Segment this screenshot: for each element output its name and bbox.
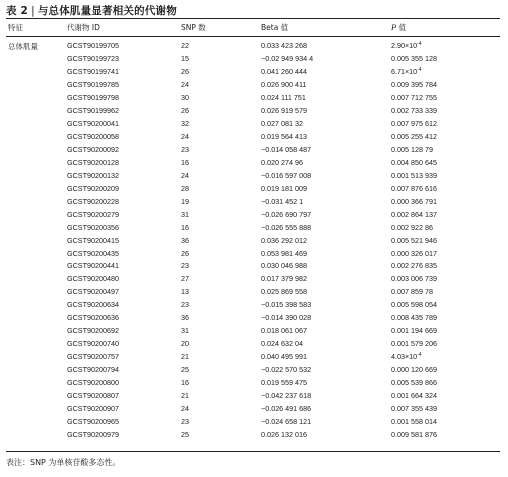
snp-count-cell: 24 [181, 170, 189, 180]
beta-cell: 0.019 564 413 [261, 131, 307, 141]
p-value-cell [391, 249, 437, 258]
snp-count-cell: 13 [181, 287, 189, 297]
beta-cell: 0.027 081 32 [261, 118, 303, 128]
snp-count-cell: 21 [181, 391, 189, 401]
p-value-cell [391, 171, 437, 180]
snp-count-cell: 23 [181, 300, 189, 310]
beta-cell: 0.019 181 009 [261, 183, 307, 193]
table-row [0, 132, 508, 145]
metabolite-id-cell: GCST90200497 [67, 287, 119, 297]
p-value-text: 0.002 276 835 [391, 261, 437, 271]
beta-cell: −0.016 597 008 [261, 170, 312, 180]
beta-cell: −0.015 398 583 [261, 300, 312, 310]
p-value-text: 0.005 355 128 [391, 53, 437, 63]
table-row [0, 197, 508, 210]
table-row [0, 106, 508, 119]
table-row [0, 261, 508, 274]
p-value-cell [391, 132, 437, 141]
header-beta: Beta 值 [261, 23, 289, 32]
p-value-cell [391, 391, 437, 400]
header-snp-count: SNP 数 [181, 23, 206, 32]
beta-cell: 0.026 132 016 [261, 430, 307, 440]
snp-count-cell: 30 [181, 92, 189, 102]
beta-cell: −0.022 570 532 [261, 365, 312, 375]
metabolite-id-cell: GCST90200480 [67, 274, 119, 284]
table-number: 表 2 [6, 5, 29, 17]
p-suffix: 值 [396, 23, 407, 32]
snp-count-cell: 36 [181, 313, 189, 323]
metabolite-id-cell: GCST90200692 [67, 326, 119, 336]
table-row [0, 339, 508, 352]
metabolite-id-cell: GCST90200757 [67, 352, 119, 362]
table-row [0, 54, 508, 67]
metabolite-id-cell: GCST90199962 [67, 105, 119, 115]
snp-count-cell: 24 [181, 79, 189, 89]
header-feature: 特征 [8, 23, 23, 32]
p-value-cell [391, 378, 437, 387]
beta-cell: 0.024 111 751 [261, 92, 306, 102]
snp-count-cell: 24 [181, 404, 189, 414]
p-value-text: 0.005 255 412 [391, 131, 437, 141]
p-value-cell [391, 80, 437, 89]
p-value-cell [391, 210, 437, 219]
p-value-exponent: -4 [417, 41, 422, 47]
metabolite-id-cell: GCST90200415 [67, 235, 119, 245]
table-row [0, 352, 508, 365]
beta-cell: 0.020 274 96 [261, 157, 303, 167]
p-value-text: 0.003 006 739 [391, 274, 437, 284]
p-value-cell [391, 41, 422, 50]
metabolite-id-cell: GCST90199798 [67, 92, 119, 102]
p-value-text: 0.000 366 791 [391, 196, 437, 206]
snp-count-cell: 15 [181, 53, 189, 63]
p-value-text: 0.007 355 439 [391, 404, 437, 414]
table-row [0, 119, 508, 132]
p-value-cell [391, 404, 437, 413]
p-value-text: 0.009 395 784 [391, 79, 437, 89]
metabolite-id-cell: GCST90200807 [67, 391, 119, 401]
snp-count-cell: 25 [181, 430, 189, 440]
p-value-cell [391, 119, 437, 128]
beta-cell: −0.026 555 888 [261, 222, 312, 232]
snp-count-cell: 27 [181, 274, 189, 284]
snp-count-cell: 23 [181, 417, 189, 427]
table-row [0, 80, 508, 93]
metabolite-id-cell: GCST90200058 [67, 131, 119, 141]
table-row [0, 430, 508, 443]
p-value-text: 0.005 539 866 [391, 378, 437, 388]
beta-cell: 0.026 919 579 [261, 105, 307, 115]
p-value-cell [391, 274, 437, 283]
beta-cell: −0.031 452 1 [261, 196, 304, 206]
top-rule [6, 18, 500, 19]
snp-count-cell: 26 [181, 248, 189, 258]
snp-count-cell: 26 [181, 66, 189, 76]
beta-cell: 0.018 061 067 [261, 326, 307, 336]
metabolite-id-cell: GCST90200228 [67, 196, 119, 206]
beta-cell: −0.014 390 028 [261, 313, 312, 323]
table-row [0, 404, 508, 417]
table-row [0, 223, 508, 236]
table-row [0, 249, 508, 262]
p-value-exponent: -4 [417, 352, 422, 359]
p-value-cell [391, 236, 437, 245]
p-value-text: 0.004 850 645 [391, 157, 437, 167]
p-value-cell [391, 430, 437, 439]
p-value-text: 6.71×10 [391, 66, 418, 76]
beta-cell: 0.036 292 012 [261, 235, 307, 245]
table-row [0, 365, 508, 378]
beta-cell: 0.030 046 988 [261, 261, 307, 271]
snp-count-cell: 21 [181, 352, 189, 362]
feature-group-label: 总体肌量 [8, 42, 38, 51]
p-value-text: 0.005 598 054 [391, 300, 437, 310]
snp-count-cell: 24 [181, 131, 189, 141]
metabolite-id-cell: GCST90200907 [67, 404, 119, 414]
p-value-cell [391, 184, 437, 193]
p-value-cell [391, 326, 437, 335]
snp-count-cell: 23 [181, 261, 189, 271]
p-value-cell [391, 339, 437, 348]
p-value-cell [391, 287, 433, 296]
snp-count-cell: 20 [181, 339, 189, 349]
table-row [0, 184, 508, 197]
table-caption: 与总体肌量显著相关的代谢物 [37, 5, 177, 17]
table-body [0, 41, 508, 443]
metabolite-id-cell: GCST90200965 [67, 417, 119, 427]
metabolite-id-cell: GCST90200636 [67, 313, 119, 323]
beta-cell: −0.026 690 797 [261, 209, 312, 219]
metabolite-id-cell: GCST90200979 [67, 430, 119, 440]
metabolite-id-cell: GCST90200356 [67, 222, 119, 232]
table-row [0, 67, 508, 80]
table-row [0, 171, 508, 184]
beta-cell: 0.017 379 982 [261, 274, 307, 284]
p-value-cell [391, 93, 437, 102]
snp-count-cell: 22 [181, 41, 189, 50]
metabolite-id-cell: GCST90200128 [67, 157, 119, 167]
p-value-cell [391, 300, 437, 309]
p-value-cell [391, 145, 433, 154]
table-row [0, 236, 508, 249]
header-p-value [391, 22, 406, 33]
snp-count-cell: 31 [181, 209, 189, 219]
p-value-cell [391, 352, 422, 361]
beta-cell: 0.040 495 991 [261, 352, 307, 362]
table-row [0, 145, 508, 158]
snp-count-cell: 28 [181, 183, 189, 193]
beta-cell: −0.042 237 618 [261, 391, 312, 401]
snp-count-cell: 31 [181, 326, 189, 336]
table-row [0, 287, 508, 300]
p-value-text: 0.005 128 79 [391, 144, 433, 154]
header-rule [6, 36, 500, 37]
p-value-cell [391, 54, 437, 63]
table-footnote: 表注：SNP 为单核苷酸多态性。 [6, 458, 121, 467]
metabolite-id-cell: GCST90200634 [67, 300, 119, 310]
p-value-text: 0.002 864 137 [391, 209, 437, 219]
snp-count-cell: 19 [181, 196, 189, 206]
p-value-text: 0.007 859 78 [391, 287, 433, 297]
metabolite-id-cell: GCST90200279 [67, 209, 119, 219]
snp-count-cell: 16 [181, 222, 189, 232]
table-row [0, 391, 508, 404]
table-row [0, 158, 508, 171]
snp-count-cell: 26 [181, 105, 189, 115]
snp-count-cell: 25 [181, 365, 189, 375]
p-value-cell [391, 417, 437, 426]
metabolite-id-cell: GCST90200092 [67, 144, 119, 154]
metabolite-id-cell: GCST90200435 [67, 248, 119, 258]
p-value-exponent: -4 [417, 66, 422, 73]
metabolite-id-cell: GCST90200209 [67, 183, 119, 193]
metabolite-id-cell: GCST90200041 [67, 118, 119, 128]
bottom-rule [6, 451, 500, 452]
p-value-text: 0.000 326 017 [391, 248, 437, 258]
p-value-text: 0.001 558 014 [391, 417, 437, 427]
p-value-text: 0.000 120 669 [391, 365, 437, 375]
metabolite-id-cell: GCST90199741 [67, 66, 119, 76]
p-value-cell [391, 197, 437, 206]
p-value-text: 0.001 194 669 [391, 326, 437, 336]
table-title [6, 3, 177, 18]
beta-cell: −0.02 949 934 4 [261, 53, 314, 63]
beta-cell: 0.019 559 475 [261, 378, 307, 388]
p-letter: P [391, 22, 397, 32]
p-value-cell [391, 365, 437, 374]
beta-cell: 0.053 981 469 [261, 248, 307, 258]
table-row [0, 41, 508, 54]
metabolite-id-cell: GCST90200441 [67, 261, 119, 271]
p-value-text: 0.002 733 339 [391, 105, 437, 115]
p-value-text: 0.008 435 789 [391, 313, 437, 323]
p-value-cell [391, 223, 433, 232]
table-row [0, 417, 508, 430]
metabolite-id-cell: GCST90200800 [67, 378, 119, 388]
beta-cell: 0.033 423 268 [261, 41, 307, 50]
beta-cell: 0.025 869 558 [261, 287, 307, 297]
table-row [0, 313, 508, 326]
metabolite-id-cell: GCST90199785 [67, 79, 119, 89]
metabolite-id-cell: GCST90199723 [67, 53, 119, 63]
p-value-cell [391, 67, 422, 76]
p-value-text: 0.002 922 86 [391, 222, 433, 232]
p-value-text: 0.001 579 206 [391, 339, 437, 349]
table-row [0, 326, 508, 339]
beta-cell: 0.026 900 411 [261, 79, 307, 89]
beta-cell: −0.014 058 487 [261, 144, 312, 154]
metabolite-id-cell: GCST90200132 [67, 170, 119, 180]
p-value-cell [391, 313, 437, 322]
metabolite-id-cell: GCST90200794 [67, 365, 119, 375]
snp-count-cell: 16 [181, 157, 189, 167]
p-value-text: 0.001 664 324 [391, 391, 437, 401]
p-value-text: 0.005 521 946 [391, 235, 437, 245]
table-row [0, 274, 508, 287]
snp-count-cell: 32 [181, 118, 189, 128]
beta-cell: 0.041 260 444 [261, 66, 307, 76]
p-value-text: 4.03×10 [391, 352, 418, 362]
beta-cell: −0.024 658 121 [261, 417, 312, 427]
table-row [0, 378, 508, 391]
beta-cell: −0.026 491 686 [261, 404, 312, 414]
beta-cell: 0.024 632 04 [261, 339, 303, 349]
p-value-text: 0.007 975 612 [391, 118, 437, 128]
snp-count-cell: 36 [181, 235, 189, 245]
snp-count-cell: 16 [181, 378, 189, 388]
p-value-cell [391, 158, 437, 167]
snp-count-cell: 23 [181, 144, 189, 154]
table-row [0, 93, 508, 106]
p-value-text: 0.001 513 939 [391, 170, 437, 180]
metabolite-id-cell: GCST90199705 [67, 41, 119, 50]
p-value-text: 0.007 712 755 [391, 92, 437, 102]
p-value-text: 0.009 581 876 [391, 430, 437, 440]
header-metabolite-id: 代谢物 ID [67, 23, 100, 32]
metabolite-id-cell: GCST90200740 [67, 339, 119, 349]
p-value-text: 0.007 876 616 [391, 183, 437, 193]
p-value-cell [391, 106, 437, 115]
table-row [0, 210, 508, 223]
p-value-text: 2.90×10 [391, 41, 418, 50]
p-value-cell [391, 261, 437, 270]
table-row [0, 300, 508, 313]
title-separator: | [31, 5, 35, 17]
